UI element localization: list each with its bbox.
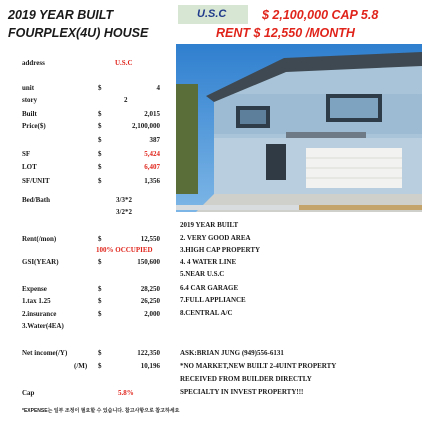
cap-value: 5.8%: [118, 389, 134, 397]
net-income-year-value: 122,350: [137, 349, 160, 357]
fact-dollar: $: [98, 136, 102, 144]
fact-dollar: $: [98, 84, 102, 92]
net-income-month-dollar: $: [98, 362, 102, 370]
fact-label: unit: [22, 84, 35, 92]
net-income-year-label: Net income(/Y): [22, 349, 68, 357]
headline-usc: U.S.C: [197, 8, 227, 20]
expense-value: 28,250: [140, 285, 160, 293]
feature-item: 5.NEAR U.S.C: [180, 270, 225, 278]
fact-value: U.S.C: [115, 59, 133, 67]
fact-label: LOT: [22, 163, 37, 171]
house-photo-illustration: [176, 44, 422, 212]
headline-fourplex: FOURPLEX(4U) HOUSE: [8, 26, 149, 40]
headline-year-built: 2019 YEAR BUILT: [8, 8, 114, 22]
occupancy-status: 100% OCCUPIED: [96, 246, 153, 254]
house-photo: [176, 44, 422, 212]
fact-value: 6,407: [144, 163, 160, 171]
net-income-month-value: 10,196: [140, 362, 160, 370]
expense-dollar: $: [98, 285, 102, 293]
net-income-year-dollar: $: [98, 349, 102, 357]
net-income-month-label: (/M): [74, 362, 88, 370]
bedbath-line2: 3/2*2: [116, 208, 132, 216]
headline-price-cap: $ 2,100,000 CAP 5.8: [262, 8, 379, 22]
photo-caption-bar-left: [176, 205, 299, 210]
insurance-value: 2,000: [144, 310, 160, 318]
feature-item: 2. VERY GOOD AREA: [180, 234, 251, 242]
fact-value: 5,424: [144, 150, 160, 158]
bedbath-line1: 3/3*2: [116, 196, 132, 204]
feature-item: 7.FULL APPLIANCE: [180, 296, 246, 304]
fact-label: SF/UNIT: [22, 177, 50, 185]
fact-dollar: $: [98, 163, 102, 171]
fact-value: 2,015: [144, 110, 160, 118]
cap-label: Cap: [22, 389, 35, 397]
footnote: *EXPENSE는 일부 조정이 필요할 수 있습니다. 참고사항으로 참고하세요: [22, 408, 180, 414]
headline-rent-month: RENT $ 12,550 /MONTH: [216, 26, 355, 40]
feature-item: 8.CENTRAL A/C: [180, 309, 233, 317]
fact-dollar: $: [98, 150, 102, 158]
tax-value: 26,250: [140, 297, 160, 305]
fact-value: 4: [156, 84, 160, 92]
rent-value: 12,550: [140, 235, 160, 243]
feature-item: 2019 YEAR BUILT: [180, 221, 239, 229]
gsi-label: GSI(YEAR): [22, 258, 59, 266]
photo-caption-bar: [176, 205, 422, 210]
fact-dollar: $: [98, 122, 102, 130]
rent-dollar: $: [98, 235, 102, 243]
fact-label: story: [22, 96, 38, 104]
tax-dollar: $: [98, 297, 102, 305]
contact-line: *NO MARKET,NEW BUILT 2-4UINT PROPERTY: [180, 362, 337, 370]
fact-dollar: $: [98, 177, 102, 185]
fact-value: 2,100,000: [132, 122, 160, 130]
bedbath-label: Bed/Bath: [22, 196, 51, 204]
water-label: 3.Water(4EA): [22, 322, 64, 330]
fact-label: address: [22, 59, 45, 67]
fact-value: 387: [149, 136, 160, 144]
fact-label: SF: [22, 150, 31, 158]
gsi-dollar: $: [98, 258, 102, 266]
photo-caption-bar-right: [299, 205, 422, 210]
feature-item: 4. 4 WATER LINE: [180, 258, 237, 266]
fact-dollar: $: [98, 110, 102, 118]
fact-value: 2: [124, 96, 128, 104]
gsi-value: 150,600: [137, 258, 160, 266]
insurance-dollar: $: [98, 310, 102, 318]
fact-value: 1,356: [144, 177, 160, 185]
tax-label: 1.tax 1.25: [22, 297, 51, 305]
contact-line: SPECIALTY IN INVEST PROPERTY!!!: [180, 388, 304, 396]
feature-item: 6.4 CAR GARAGE: [180, 284, 239, 292]
fact-label: Price($): [22, 122, 46, 130]
rent-label: Rent(/mon): [22, 235, 57, 243]
feature-item: 3.HIGH CAP PROPERTY: [180, 246, 261, 254]
fact-label: Built: [22, 110, 37, 118]
insurance-label: 2.insurance: [22, 310, 57, 318]
contact-line: RECEIVED FROM BUILDER DIRECTLY: [180, 375, 312, 383]
expense-label: Expense: [22, 285, 47, 293]
contact-line: ASK:BRIAN JUNG (949)556-6131: [180, 349, 284, 357]
